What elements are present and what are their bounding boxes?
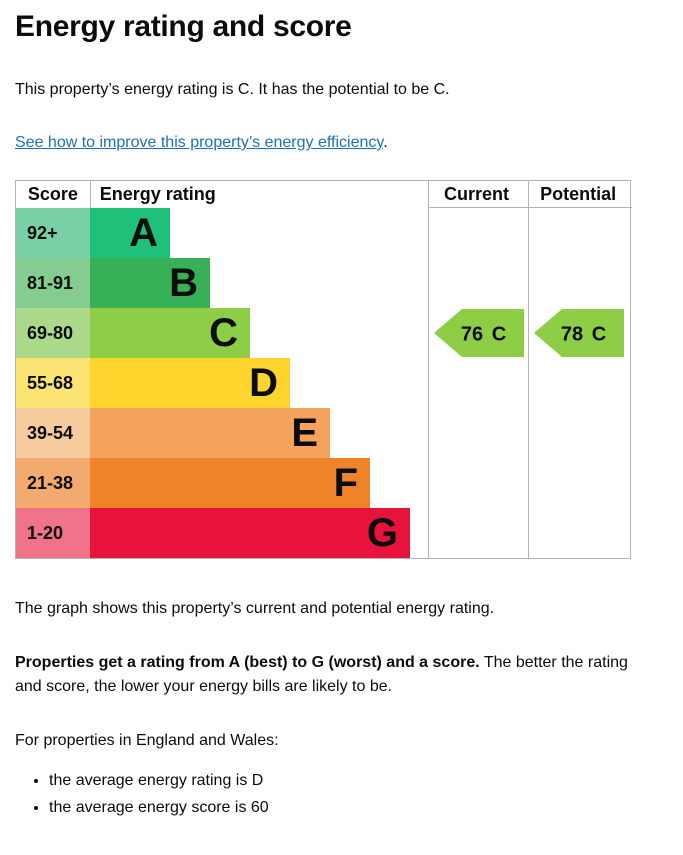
band-bar-c	[90, 308, 250, 358]
column-header-potential: Potential	[540, 184, 617, 204]
rating-summary-text: This property’s energy rating is C. It has the potential to be C.	[15, 81, 450, 98]
current-score-value: 76	[460, 323, 484, 346]
band-bar-f	[90, 458, 370, 508]
band-letter: B	[169, 261, 198, 305]
score-header-divider	[90, 181, 91, 208]
band-bar-d	[90, 358, 290, 408]
band-bar-a	[90, 208, 170, 258]
rating-explanation-rest: The better the rating and score, the lower your energy bills are likely to be.	[15, 654, 628, 695]
current-header-underline	[429, 181, 528, 208]
average-rating-item: • the average energy rating is D	[49, 767, 655, 794]
average-stats-list	[15, 767, 655, 821]
potential-rating-arrow	[534, 309, 624, 357]
regions-intro: For properties in England and Wales:	[15, 732, 279, 749]
band-score-range: 81-91	[16, 258, 90, 308]
band-letter: A	[129, 211, 158, 255]
band-letter: F	[333, 461, 358, 505]
band-bar-b	[90, 258, 210, 308]
improve-efficiency-link[interactable]: See how to improve this property’s energy efficiency	[15, 134, 384, 151]
band-score-range: 55-68	[16, 358, 90, 408]
current-rating-column	[428, 181, 528, 558]
page-title: Energy rating and score	[15, 10, 352, 43]
column-header-score: Score	[27, 184, 78, 204]
band-letter: G	[366, 511, 398, 555]
band-bar-e	[90, 408, 330, 458]
potential-rating-column	[528, 181, 632, 558]
current-rating-arrow	[434, 309, 524, 357]
potential-score-value: 78	[560, 323, 584, 346]
band-letter: C	[209, 311, 238, 355]
band-letter: D	[249, 361, 278, 405]
band-score-range: 21-38	[16, 458, 90, 508]
potential-header-underline	[529, 181, 632, 208]
improve-link-line	[15, 134, 668, 152]
energy-rating-chart	[15, 180, 631, 559]
column-header-current: Current	[444, 184, 510, 204]
band-bar-g	[90, 508, 410, 558]
band-score-range: 69-80	[16, 308, 90, 358]
band-letter: E	[291, 411, 318, 455]
current-band-letter: C	[491, 323, 507, 346]
column-header-energy-rating: Energy rating	[99, 184, 216, 204]
potential-band-letter: C	[591, 323, 607, 346]
band-score-range: 1-20	[16, 508, 90, 558]
graph-caption: The graph shows this property’s current and potential energy rating.	[15, 600, 495, 617]
average-score-item: • the average energy score is 60	[49, 794, 655, 821]
band-score-range: 92+	[16, 208, 90, 258]
rating-explanation	[15, 651, 655, 699]
improve-link-suffix: .	[383, 134, 388, 151]
rating-explanation-bold: Properties get a rating from A (best) to G (worst) and a score.	[15, 654, 480, 671]
band-score-range: 39-54	[16, 408, 90, 458]
